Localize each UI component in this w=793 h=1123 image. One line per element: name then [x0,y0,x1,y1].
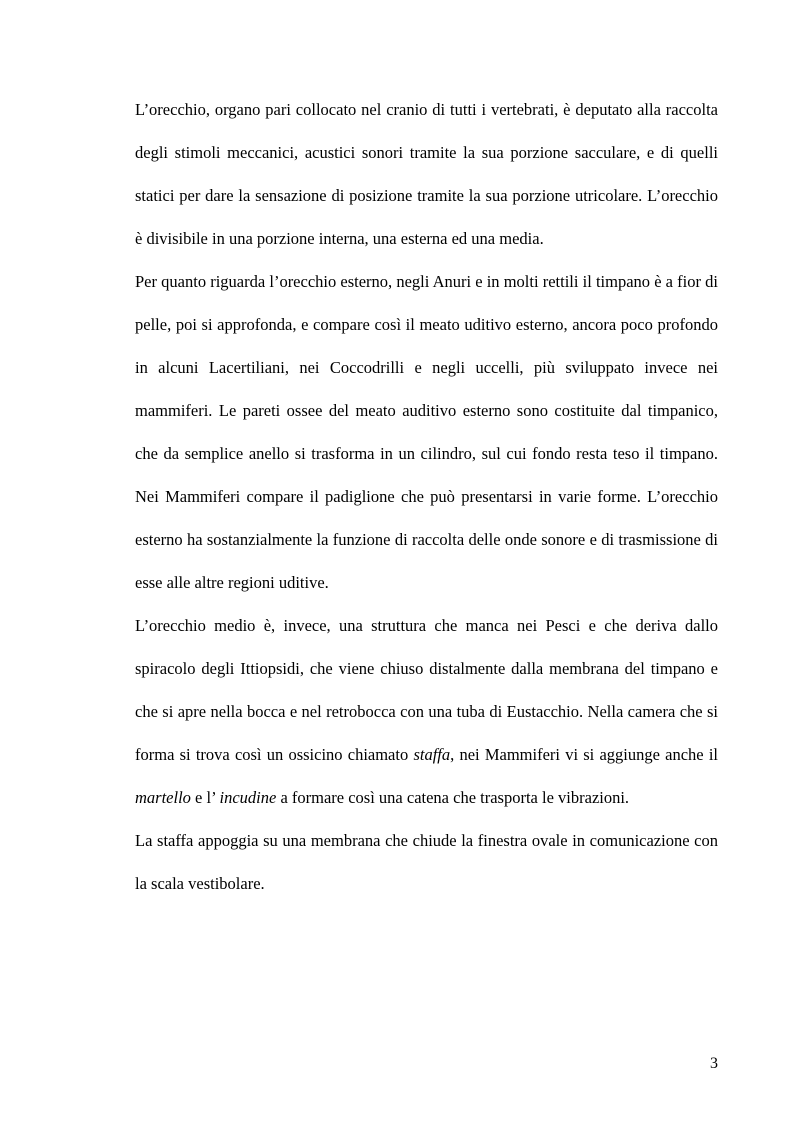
page-number: 3 [710,1055,718,1072]
paragraph-text: , nei Mammiferi vi si aggiunge anche il [450,745,718,764]
paragraph-middle-ear [135,604,718,819]
paragraph-ear-overview [135,88,718,260]
paragraph-text: e l’ [190,788,220,807]
paragraph-text: La staffa appoggia su una membrana che chiude la finestra ovale in comunicazione con la scala vestibolare. [135,831,718,893]
paragraph-outer-ear [135,260,718,604]
term-martello: martello [135,788,191,807]
paragraph-text: a formare così una catena che trasporta le vibrazioni. [276,788,630,807]
paragraph-text: L’orecchio, organo pari collocato nel cranio di tutti i vertebrati, è deputato alla raccolta degli stimoli meccanici, acustici sonori tramite la sua porzione sacculare, e di quelli statici per dare la sensazione di posizione tramite la sua porzione utricolare. L’orecchio è divisibile in una porzione interna, una esterna ed una media. [135,100,718,248]
paragraph-stapes [135,819,718,905]
document-body [135,88,718,905]
paragraph-text: Per quanto riguarda l’orecchio esterno, negli Anuri e in molti rettili il timpano è a fior di pelle, poi si approfonda, e compare così il meato uditivo esterno, ancora poco profondo in alcuni Lacertiliani, nei Coccodrilli e negli uccelli, più sviluppato invece nei mammiferi. Le pareti ossee del meato auditivo esterno sono costituite dal timpanico, che da semplice anello si trasforma in un cilindro, sul cui fondo resta teso il timpano. Nei Mammiferi compare il padiglione che può presentarsi in varie forme. L’orecchio esterno ha sostanzialmente la funzione di raccolta delle onde sonore e di trasmissione di esse alle altre regioni uditive. [135,272,718,592]
term-staffa: staffa [413,745,451,764]
term-incudine: incudine [219,788,277,807]
paragraph-text: L’orecchio medio è, invece, una struttura che manca nei Pesci e che deriva dallo spiracolo degli Ittiopsidi, che viene chiuso distalmente dalla membrana del timpano e che si apre nella bocca e nel retrobocca con una tuba di Eustacchio. Nella camera che si forma si trova così un ossicino chiamato [135,616,718,764]
